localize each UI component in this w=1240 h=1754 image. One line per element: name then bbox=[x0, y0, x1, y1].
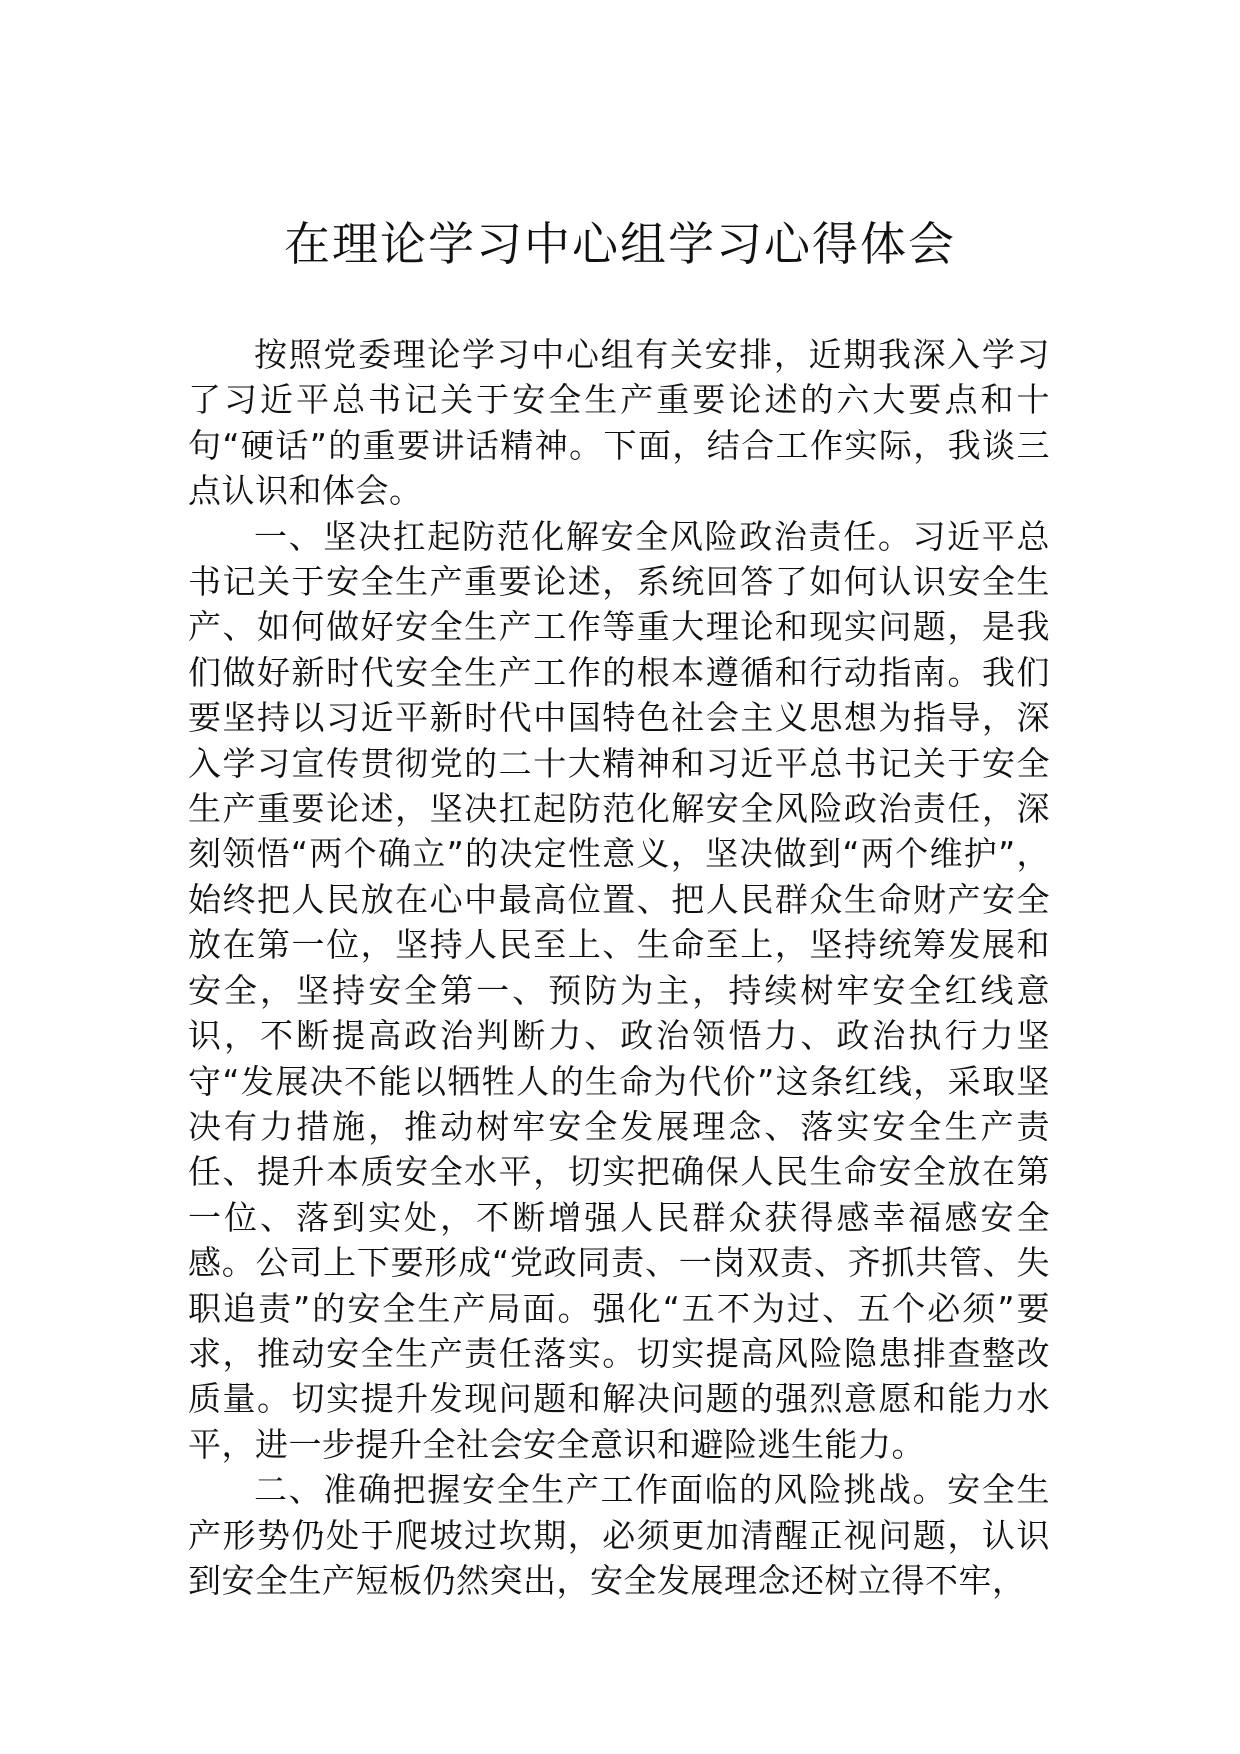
document-body bbox=[188, 332, 1050, 1603]
document-title: 在理论学习中心组学习心得体会 bbox=[284, 217, 956, 271]
paragraph-section-one: 一、坚决扛起防范化解安全风险政治责任。习近平总书记关于安全生产重要论述，系统回答了如何认识安全生产、如何做好安全生产工作等重大理论和现实问题，是我们做好新时代安全生产工作的根本遵循和行动指南。我们要坚持以习近平新时代中国特色社会主义思想为指导，深入学习宣传贯彻党的二十大精神和习近平总书记关于安全生产重要论述，坚决扛起防范化解安全风险政治责任，深刻领悟“两个确立”的决定性意义，坚决做到“两个维护”，始终把人民放在心中最高位置、把人民群众生命财产安全放在第一位，坚持人民至上、生命至上，坚持统筹发展和安全，坚持安全第一、预防为主，持续树牢安全红线意识，不断提高政治判断力、政治领悟力、政治执行力坚守“发展决不能以牺牲人的生命为代价”这条红线，采取坚决有力措施，推动树牢安全发展理念、落实安全生产责任、提升本质安全水平，切实把确保人民生命安全放在第一位、落到实处，不断增强人民群众获得感幸福感安全感。公司上下要形成“党政同责、一岗双责、齐抓共管、失职追责”的安全生产局面。强化“五不为过、五个必须”要求，推动安全生产责任落实。切实提高风险隐患排查整改质量。切实提升发现问题和解决问题的强烈意愿和能力水平，进一步提升全社会安全意识和避险逃生能力。 bbox=[188, 516, 1050, 1464]
paragraph-section-two: 二、准确把握安全生产工作面临的风险挑战。安全生产形势仍处于爬坡过坎期，必须更加清醒正视问题，认识到安全生产短板仍然突出，安全发展理念还树立得不牢， bbox=[188, 1470, 1050, 1600]
paragraph-intro: 按照党委理论学习中心组有关安排，近期我深入学习了习近平总书记关于安全生产重要论述的六大要点和十句“硬话”的重要讲话精神。下面，结合工作实际，我谈三点认识和体会。 bbox=[188, 335, 1050, 511]
